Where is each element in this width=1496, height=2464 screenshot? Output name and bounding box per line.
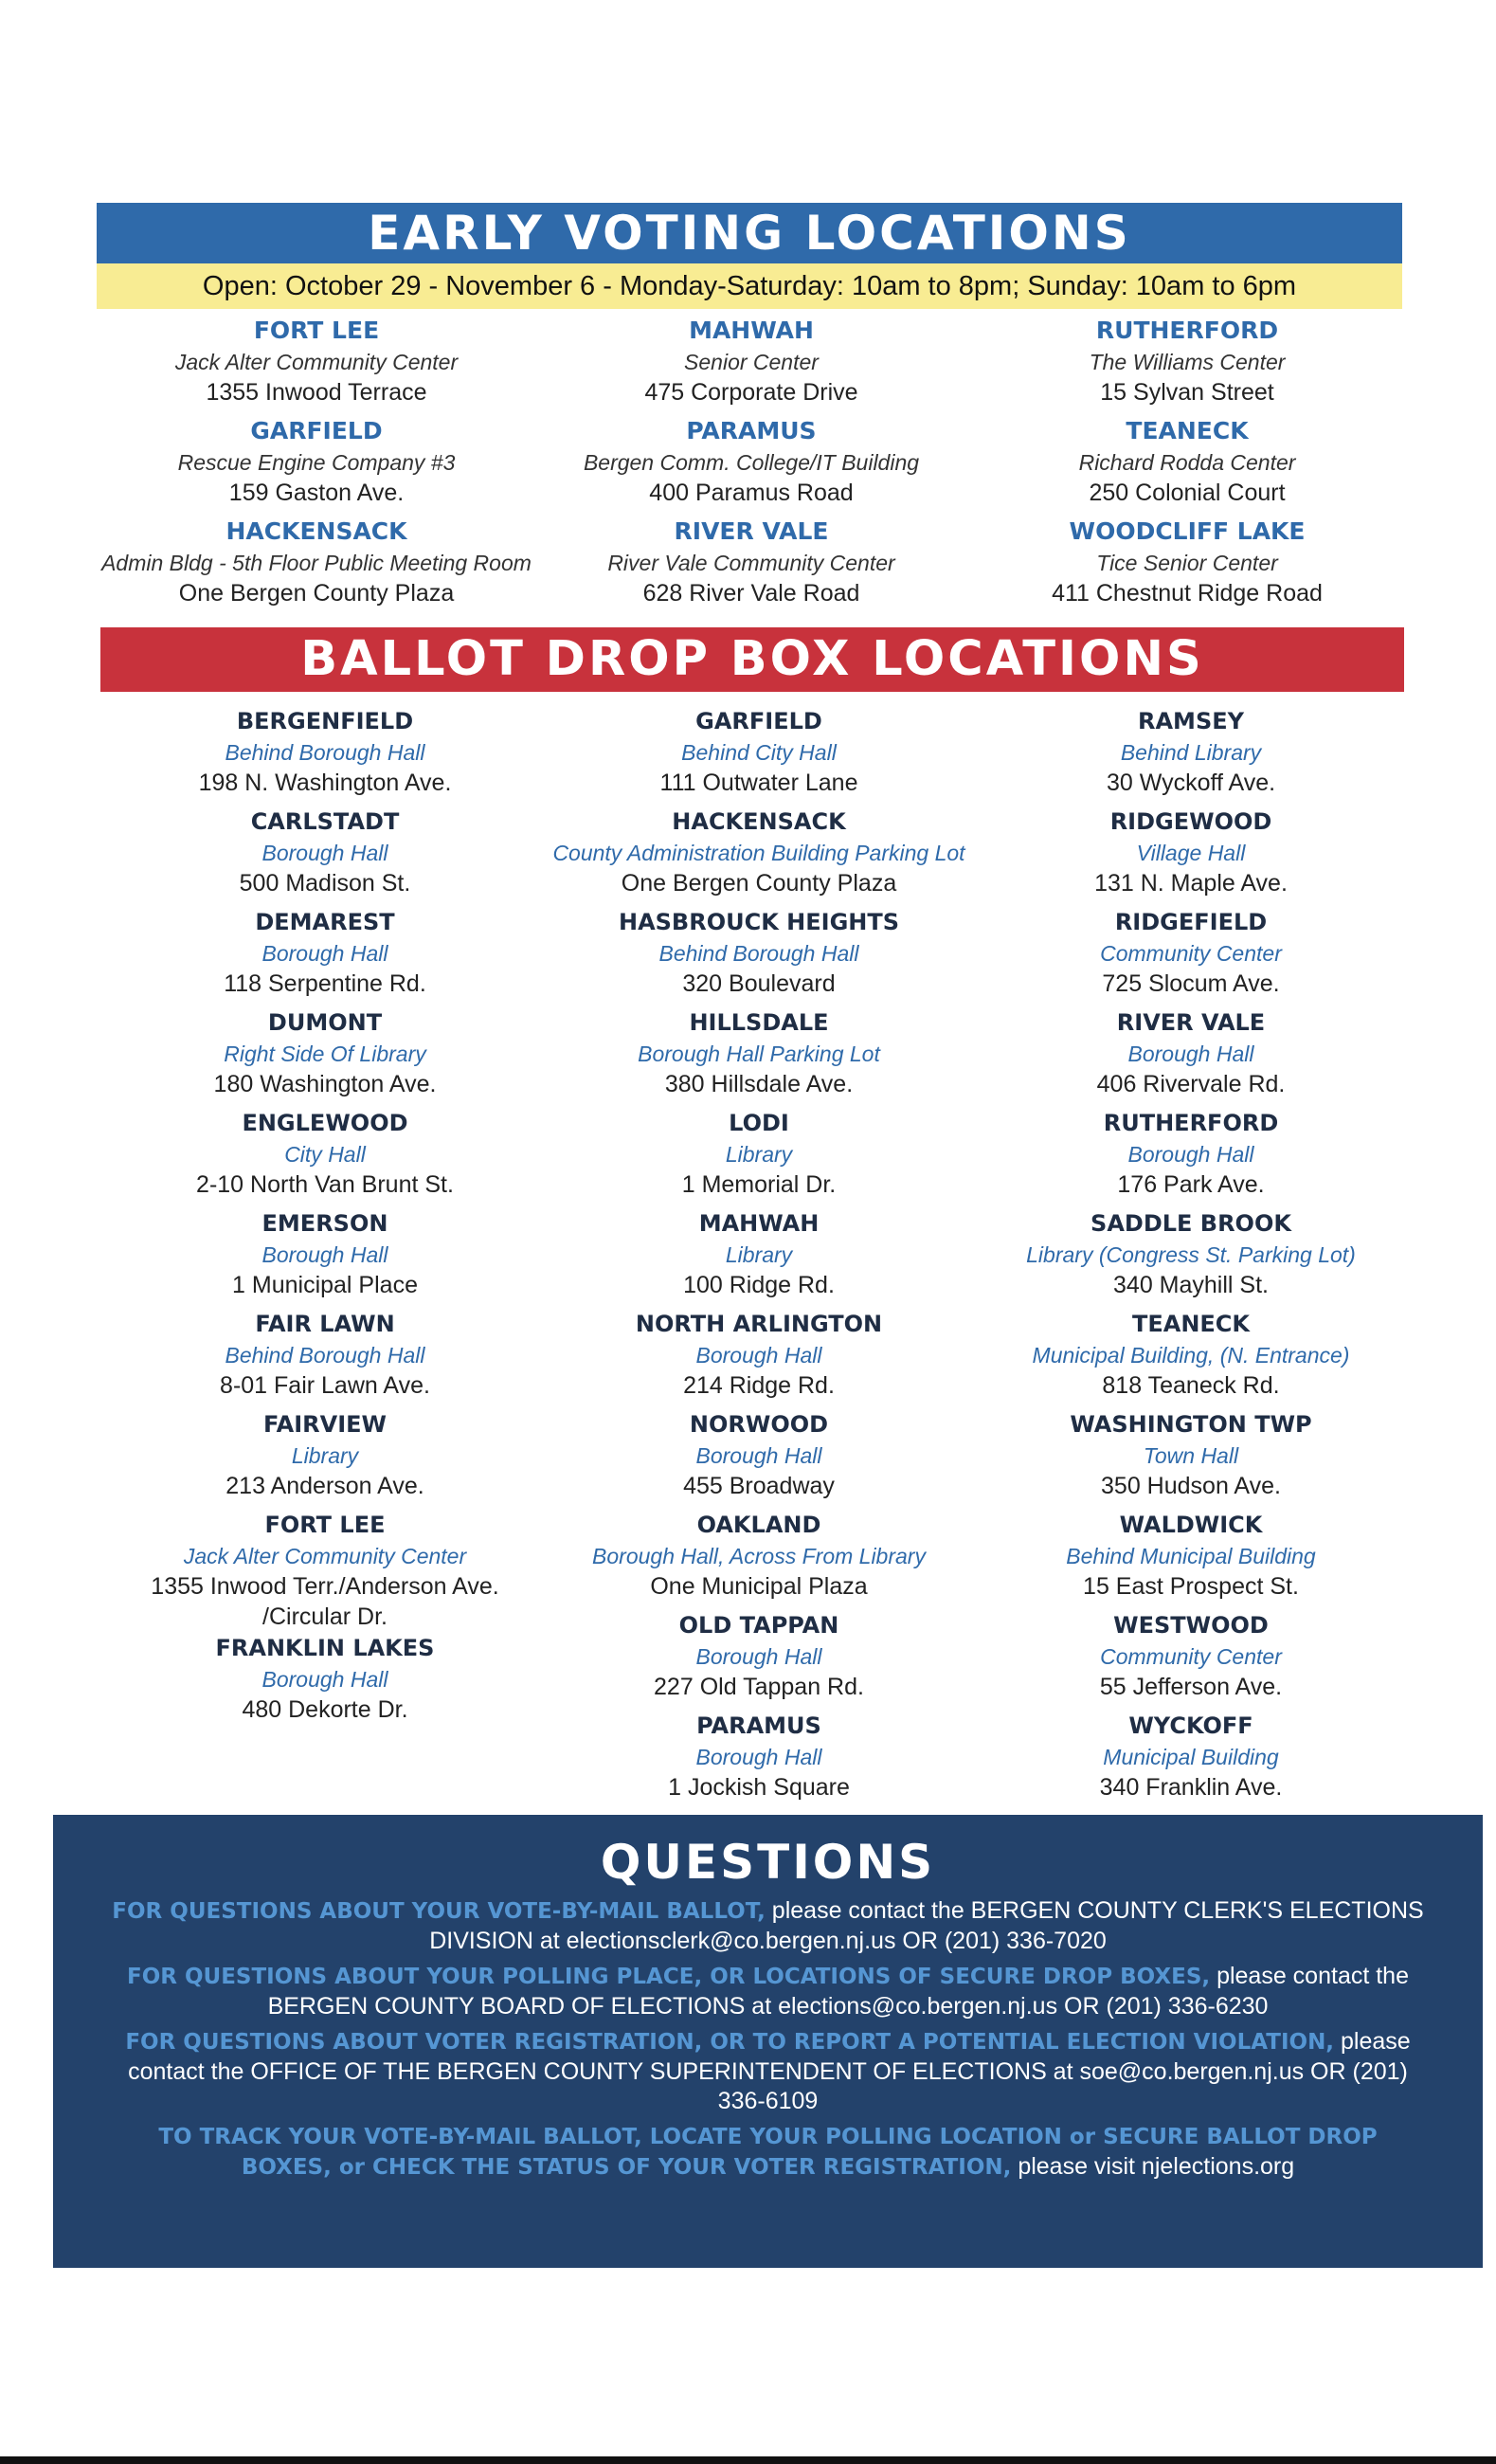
drop-box-location xyxy=(968,1107,1414,1207)
location-address-line2: /Circular Dr. xyxy=(262,1603,388,1630)
location-site: Behind Library xyxy=(1120,740,1262,765)
location-town: FAIRVIEW xyxy=(263,1411,387,1438)
location-site: Borough Hall xyxy=(695,1644,822,1669)
location-town: HASBROUCK HEIGHTS xyxy=(618,909,900,935)
early-voting-location xyxy=(99,415,534,516)
location-address: 818 Teaneck Rd. xyxy=(1102,1372,1280,1399)
location-town: OLD TAPPAN xyxy=(678,1612,839,1639)
location-town: FRANKLIN LAKES xyxy=(215,1635,435,1661)
location-site: Borough Hall xyxy=(261,941,388,966)
location-town: DEMAREST xyxy=(255,909,395,935)
drop-box-location xyxy=(968,705,1414,806)
location-town: ENGLEWOOD xyxy=(242,1110,408,1136)
location-town: NORWOOD xyxy=(689,1411,829,1438)
location-site: Behind City Hall xyxy=(681,740,837,765)
location-town: PARAMUS xyxy=(686,417,817,444)
location-site: Municipal Building xyxy=(1103,1745,1279,1769)
location-site: Right Side Of Library xyxy=(224,1042,426,1066)
location-address: 180 Washington Ave. xyxy=(213,1071,437,1097)
location-site: Borough Hall xyxy=(1127,1142,1254,1167)
location-address: 30 Wyckoff Ave. xyxy=(1106,770,1276,796)
location-town: SADDLE BROOK xyxy=(1090,1210,1291,1237)
location-site: Village Hall xyxy=(1136,841,1246,865)
location-town: HACKENSACK xyxy=(225,517,407,545)
location-town: WYCKOFF xyxy=(1128,1712,1253,1739)
location-site: Behind Borough Hall xyxy=(225,740,425,765)
location-town: WESTWOOD xyxy=(1113,1612,1269,1639)
location-address: 111 Outwater Lane xyxy=(659,770,858,796)
location-town: RIVER VALE xyxy=(1116,1009,1266,1036)
drop-box-location xyxy=(536,1710,982,1810)
location-address: 455 Broadway xyxy=(683,1473,835,1499)
early-voting-location xyxy=(969,415,1405,516)
drop-box-location xyxy=(102,1632,548,1732)
drop-box-location xyxy=(102,1006,548,1107)
location-site: Admin Bldg - 5th Floor Public Meeting Room xyxy=(101,551,532,575)
question-block xyxy=(53,1896,1483,1956)
questions-panel xyxy=(53,1815,1483,2268)
drop-box-column xyxy=(536,705,982,1810)
location-site: Jack Alter Community Center xyxy=(174,350,459,374)
location-site: Rescue Engine Company #3 xyxy=(177,450,456,475)
questions-list xyxy=(53,1896,1483,2183)
location-address: 411 Chestnut Ridge Road xyxy=(1052,580,1323,607)
drop-box-location xyxy=(968,1710,1414,1810)
location-site: City Hall xyxy=(284,1142,366,1167)
location-address: 500 Madison St. xyxy=(239,870,411,897)
location-site: Senior Center xyxy=(684,350,819,374)
drop-box-location xyxy=(968,806,1414,906)
drop-box-location xyxy=(102,1308,548,1408)
location-site: Community Center xyxy=(1100,1644,1282,1669)
question-contact: please contact the BERGEN COUNTY CLERK'S ELECTIONS DIVISION at electionsclerk@co.bergen.nj.us OR (201) 336-7020 xyxy=(429,1897,1424,1954)
location-address: One Municipal Plaza xyxy=(650,1573,868,1600)
location-town: FAIR LAWN xyxy=(255,1311,395,1337)
location-address: 55 Jefferson Ave. xyxy=(1099,1674,1283,1700)
question-contact: please contact the OFFICE OF THE BERGEN COUNTY SUPERINTENDENT OF ELECTIONS at soe@co.bergen.nj.us OR (201) 336-6109 xyxy=(128,2028,1411,2114)
question-block xyxy=(53,1962,1483,2021)
location-address: 350 Hudson Ave. xyxy=(1101,1473,1281,1499)
location-site: Borough Hall xyxy=(261,1242,388,1267)
early-voting-location xyxy=(969,315,1405,415)
location-town: RAMSEY xyxy=(1138,708,1244,734)
drop-box-location xyxy=(102,1509,548,1632)
location-town: MAHWAH xyxy=(698,1210,820,1237)
location-site: County Administration Building Parking Lot xyxy=(552,841,965,865)
question-block xyxy=(53,2027,1483,2116)
location-site: Borough Hall, Across From Library xyxy=(592,1544,926,1568)
location-address: 15 East Prospect St. xyxy=(1083,1573,1299,1600)
drop-box-location xyxy=(968,1408,1414,1509)
location-address: 118 Serpentine Rd. xyxy=(224,970,426,997)
early-voting-location xyxy=(533,315,969,415)
drop-box-location xyxy=(102,705,548,806)
drop-box-location xyxy=(536,705,982,806)
location-site: Library xyxy=(291,1443,359,1468)
location-site: Behind Municipal Building xyxy=(1066,1544,1316,1568)
questions-title: QUESTIONS xyxy=(600,1835,936,1890)
location-site: Borough Hall xyxy=(695,1745,822,1769)
drop-box-location xyxy=(968,906,1414,1006)
location-town: FORT LEE xyxy=(253,317,380,344)
location-site: Richard Rodda Center xyxy=(1078,450,1296,475)
location-site: Town Hall xyxy=(1143,1443,1239,1468)
location-address: One Bergen County Plaza xyxy=(178,580,455,607)
drop-box-location xyxy=(968,1609,1414,1710)
location-site: Library xyxy=(725,1242,793,1267)
location-address: 1 Municipal Place xyxy=(232,1272,418,1298)
location-address: 131 N. Maple Ave. xyxy=(1094,870,1288,897)
location-town: GARFIELD xyxy=(695,708,822,734)
early-voting-hours: Open: October 29 - November 6 - Monday-Saturday: 10am to 8pm; Sunday: 10am to 6pm xyxy=(97,263,1402,309)
drop-box-location xyxy=(536,1107,982,1207)
location-town: WASHINGTON TWP xyxy=(1070,1411,1312,1438)
location-address: 1 Jockish Square xyxy=(668,1774,850,1801)
location-site: Tice Senior Center xyxy=(1096,551,1278,575)
drop-box-location xyxy=(968,1207,1414,1308)
question-heading: FOR QUESTIONS ABOUT YOUR VOTE-BY-MAIL BALLOT, xyxy=(112,1899,766,1924)
location-site: Library (Congress St. Parking Lot) xyxy=(1026,1242,1356,1267)
location-site: Borough Hall xyxy=(261,841,388,865)
question-block xyxy=(53,2122,1483,2183)
early-voting-location xyxy=(533,415,969,516)
drop-box-location xyxy=(536,1408,982,1509)
location-address: 475 Corporate Drive xyxy=(644,379,858,406)
location-town: LODI xyxy=(729,1110,789,1136)
location-address: 176 Park Ave. xyxy=(1117,1171,1265,1198)
location-site: Borough Hall xyxy=(695,1343,822,1368)
question-contact: please contact the BERGEN COUNTY BOARD OF ELECTIONS at elections@co.bergen.nj.us OR (201) 336-6230 xyxy=(267,1963,1409,2020)
drop-box-location xyxy=(102,906,548,1006)
drop-box-location xyxy=(102,1207,548,1308)
drop-box-location xyxy=(102,1107,548,1207)
drop-box-location xyxy=(536,1609,982,1710)
location-address: 227 Old Tappan Rd. xyxy=(654,1674,864,1700)
location-town: NORTH ARLINGTON xyxy=(635,1311,883,1337)
early-voting-title: EARLY VOTING LOCATIONS xyxy=(97,203,1402,263)
location-town: WALDWICK xyxy=(1119,1512,1263,1538)
location-town: RIDGEWOOD xyxy=(1109,808,1272,835)
location-site: Borough Hall xyxy=(261,1667,388,1692)
location-address: 1355 Inwood Terrace xyxy=(206,379,427,406)
location-site: Borough Hall Parking Lot xyxy=(638,1042,880,1066)
question-heading: FOR QUESTIONS ABOUT VOTER REGISTRATION, OR TO REPORT A POTENTIAL ELECTION VIOLATION, xyxy=(125,2030,1335,2055)
location-town: EMERSON xyxy=(261,1210,388,1237)
location-site: Behind Borough Hall xyxy=(225,1343,425,1368)
location-town: PARAMUS xyxy=(696,1712,821,1739)
drop-box-column xyxy=(968,705,1414,1810)
drop-box-title: BALLOT DROP BOX LOCATIONS xyxy=(100,627,1404,692)
location-site: Behind Borough Hall xyxy=(658,941,859,966)
location-town: OAKLAND xyxy=(696,1512,821,1538)
location-address: 198 N. Washington Ave. xyxy=(198,770,452,796)
early-voting-column xyxy=(99,315,534,616)
drop-box-location xyxy=(536,906,982,1006)
location-address: 725 Slocum Ave. xyxy=(1102,970,1280,997)
location-address: 340 Franklin Ave. xyxy=(1099,1774,1283,1801)
location-town: RIVER VALE xyxy=(674,517,829,545)
drop-box-location xyxy=(102,806,548,906)
location-address: 214 Ridge Rd. xyxy=(683,1372,835,1399)
drop-box-location xyxy=(968,1308,1414,1408)
drop-box-location xyxy=(968,1006,1414,1107)
drop-box-location xyxy=(536,1207,982,1308)
scan-edge xyxy=(0,2456,1496,2464)
location-town: RIDGEFIELD xyxy=(1114,909,1268,935)
question-heading: FOR QUESTIONS ABOUT YOUR POLLING PLACE, OR LOCATIONS OF SECURE DROP BOXES, xyxy=(126,1965,1211,1989)
location-town: TEANECK xyxy=(1126,417,1249,444)
location-site: Community Center xyxy=(1100,941,1282,966)
location-site: Borough Hall xyxy=(695,1443,822,1468)
location-address: 320 Boulevard xyxy=(682,970,836,997)
location-address: 340 Mayhill St. xyxy=(1113,1272,1269,1298)
location-site: The Williams Center xyxy=(1089,350,1286,374)
drop-box-location xyxy=(536,1006,982,1107)
location-town: WOODCLIFF LAKE xyxy=(1069,517,1306,545)
location-site: Library xyxy=(725,1142,793,1167)
location-town: HACKENSACK xyxy=(672,808,846,835)
early-voting-location xyxy=(99,516,534,616)
location-town: BERGENFIELD xyxy=(236,708,414,734)
location-town: RUTHERFORD xyxy=(1095,317,1279,344)
location-address: 213 Anderson Ave. xyxy=(225,1473,424,1499)
question-heading: TO TRACK YOUR VOTE-BY-MAIL BALLOT, LOCATE YOUR POLLING LOCATION or SECURE BALLOT DROP BOXES, or CHECK THE STATUS OF YOUR VOTER REGISTRATION, xyxy=(158,2125,1378,2180)
location-site: Jack Alter Community Center xyxy=(183,1544,467,1568)
location-address: 2-10 North Van Brunt St. xyxy=(196,1171,454,1198)
drop-box-location xyxy=(968,1509,1414,1609)
location-town: GARFIELD xyxy=(250,417,383,444)
location-address: 406 Rivervale Rd. xyxy=(1096,1071,1286,1097)
location-town: DUMONT xyxy=(267,1009,383,1036)
location-town: MAHWAH xyxy=(689,317,814,344)
question-contact: please visit njelections.org xyxy=(1011,2153,1295,2180)
location-town: FORT LEE xyxy=(264,1512,386,1538)
location-site: Municipal Building, (N. Entrance) xyxy=(1032,1343,1350,1368)
early-voting-column xyxy=(533,315,969,616)
early-voting-column xyxy=(969,315,1405,616)
location-address: 1355 Inwood Terr./Anderson Ave. xyxy=(151,1573,499,1600)
drop-box-location xyxy=(536,1308,982,1408)
location-town: TEANECK xyxy=(1131,1311,1251,1337)
location-site: Borough Hall xyxy=(1127,1042,1254,1066)
location-site: River Vale Community Center xyxy=(607,551,895,575)
early-voting-location xyxy=(533,516,969,616)
drop-box-location xyxy=(536,1509,982,1609)
location-town: HILLSDALE xyxy=(689,1009,829,1036)
location-address: One Bergen County Plaza xyxy=(621,870,897,897)
location-address: 250 Colonial Court xyxy=(1089,480,1286,506)
location-address: 100 Ridge Rd. xyxy=(683,1272,835,1298)
location-address: 8-01 Fair Lawn Ave. xyxy=(220,1372,430,1399)
location-address: 15 Sylvan Street xyxy=(1100,379,1274,406)
location-site: Bergen Comm. College/IT Building xyxy=(583,450,920,475)
location-address: 159 Gaston Ave. xyxy=(228,480,405,506)
drop-box-column xyxy=(102,705,548,1732)
location-address: 400 Paramus Road xyxy=(649,480,854,506)
early-voting-location xyxy=(969,516,1405,616)
drop-box-location xyxy=(536,806,982,906)
location-town: RUTHERFORD xyxy=(1103,1110,1279,1136)
location-address: 480 Dekorte Dr. xyxy=(242,1696,408,1723)
location-address: 628 River Vale Road xyxy=(642,580,860,607)
location-address: 380 Hillsdale Ave. xyxy=(664,1071,854,1097)
location-address: 1 Memorial Dr. xyxy=(681,1171,837,1198)
location-town: CARLSTADT xyxy=(250,808,400,835)
drop-box-location xyxy=(102,1408,548,1509)
early-voting-location xyxy=(99,315,534,415)
